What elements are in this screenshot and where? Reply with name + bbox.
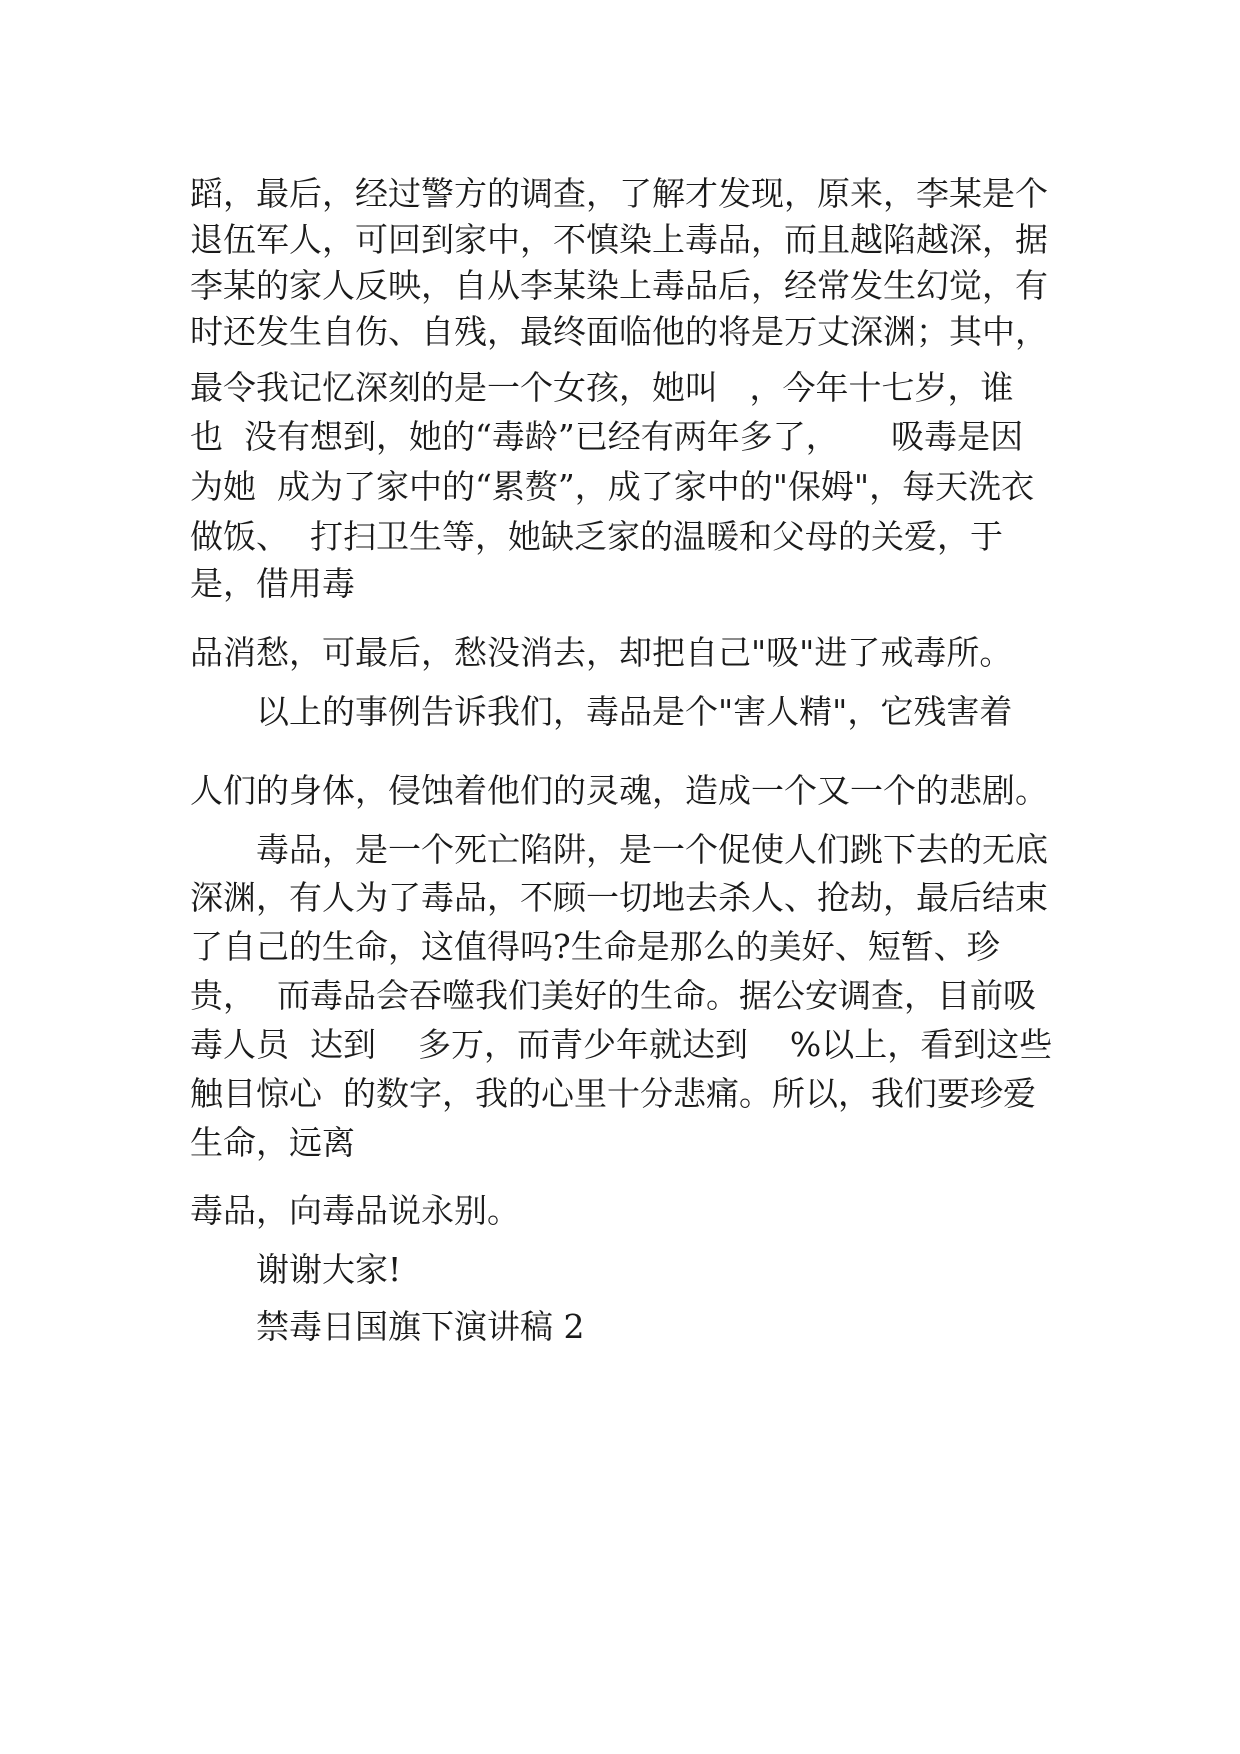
text-line: 李某的家人反映，自从李某染上毒品后，经常发生幻觉，有	[190, 266, 1048, 305]
paragraph-start: 毒品，是一个死亡陷阱，是一个促使人们跳下去的无底	[256, 830, 1048, 869]
text-line: 贵， 而毒品会吞噬我们美好的生命。据公安调查，目前吸	[190, 976, 1036, 1015]
text-line: 蹈，最后，经过警方的调查，了解才发现，原来，李某是个	[190, 174, 1048, 213]
text-line: 深渊，有人为了毒品，不顾一切地去杀人、抢劫，最后结束	[190, 878, 1048, 917]
text-line: 品消愁，可最后，愁没消去，却把自己"吸"进了戒毒所。	[190, 633, 1013, 672]
text-line: 也 没有想到，她的“毒龄”已经有两年多了， 吸毒是因	[190, 417, 1024, 456]
text-line: 为她 成为了家中的“累赘”，成了家中的"保姆"，每天洗衣	[190, 467, 1035, 506]
text-line: 触目惊心 的数字，我的心里十分悲痛。所以，我们要珍爱	[190, 1074, 1036, 1113]
text-line: 时还发生自伤、自残，最终面临他的将是万丈深渊；其中，	[190, 312, 1048, 351]
text-line: 退伍军人，可回到家中，不慎染上毒品，而且越陷越深，据	[190, 220, 1048, 259]
text-line: 做饭、 打扫卫生等，她缺乏家的温暖和父母的关爱，于	[190, 517, 1003, 556]
section-heading: 禁毒日国旗下演讲稿 2	[256, 1307, 585, 1346]
text-line: 毒人员 达到 多万，而青少年就达到 %以上，看到这些	[190, 1025, 1053, 1064]
closing-line: 谢谢大家!	[256, 1250, 402, 1289]
text-line: 生命，远离	[190, 1123, 355, 1162]
text-line: 毒品，向毒品说永别。	[190, 1191, 520, 1230]
text-line: 是，借用毒	[190, 564, 355, 603]
text-line: 了自己的生命，这值得吗?生命是那么的美好、短暂、珍	[190, 927, 1000, 966]
text-line: 人们的身体，侵蚀着他们的灵魂，造成一个又一个的悲剧。	[190, 771, 1048, 810]
paragraph-start: 以上的事例告诉我们，毒品是个"害人精"，它残害着	[256, 692, 1013, 731]
text-line: 最令我记忆深刻的是一个女孩，她叫 ，今年十七岁，谁	[190, 368, 1014, 407]
